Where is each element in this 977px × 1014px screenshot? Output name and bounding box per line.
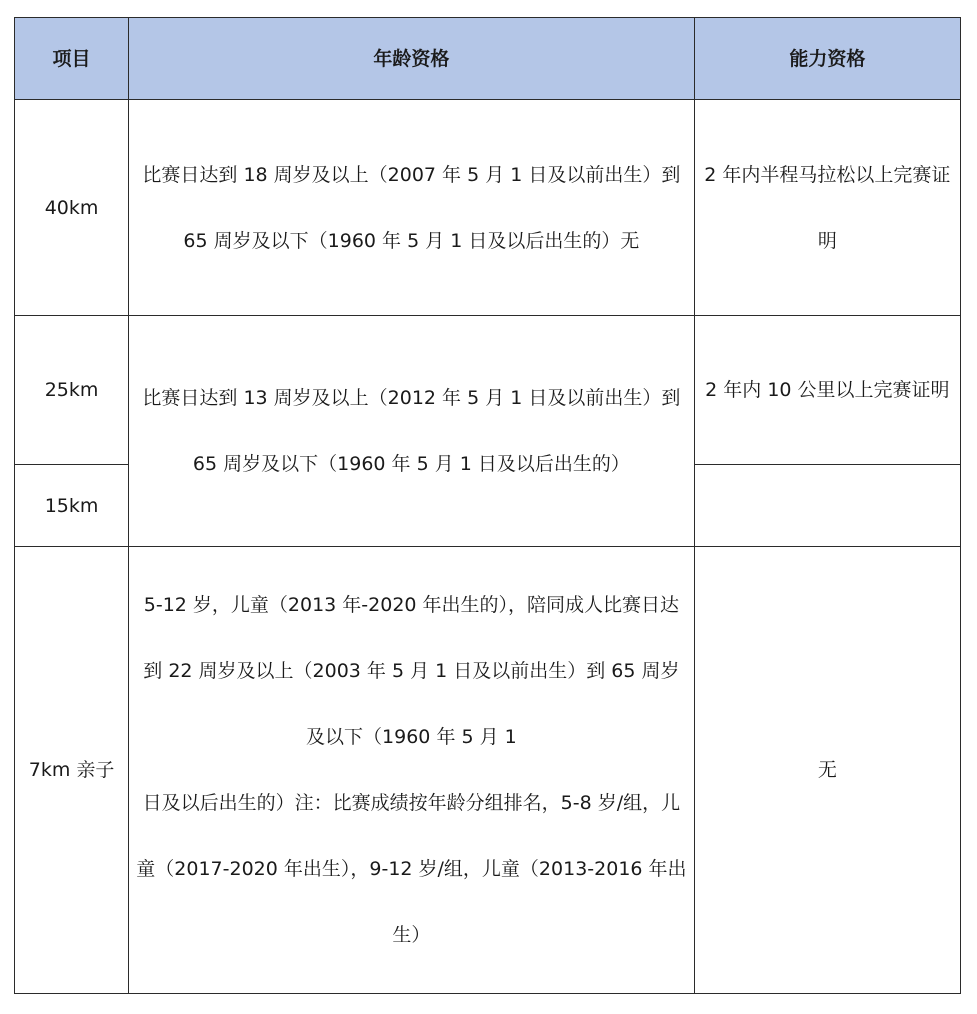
ability-cell: 2 年内半程马拉松以上完赛证明 xyxy=(694,100,960,316)
eligibility-table xyxy=(14,17,961,994)
item-cell: 15km xyxy=(15,465,129,547)
table-row xyxy=(15,547,961,994)
ability-cell xyxy=(694,465,960,547)
header-age: 年龄资格 xyxy=(129,18,695,100)
table-row xyxy=(15,100,961,316)
item-cell: 7km 亲子 xyxy=(15,547,129,994)
item-cell: 25km xyxy=(15,316,129,465)
age-cell-merged: 比赛日达到 13 周岁及以上（2012 年 5 月 1 日及以前出生）到 65 周岁及以下（1960 年 5 月 1 日及以后出生的） xyxy=(129,316,695,547)
age-cell: 比赛日达到 18 周岁及以上（2007 年 5 月 1 日及以前出生）到 65 周岁及以下（1960 年 5 月 1 日及以后出生的）无 xyxy=(129,100,695,316)
ability-cell: 无 xyxy=(694,547,960,994)
age-cell xyxy=(129,547,695,994)
age-text-part1: 5-12 岁，儿童（2013 年-2020 年出生的），陪同成人比赛日达到 22 周岁及以上（2003 年 5 月 1 日及以前出生）到 65 周岁及以下（1960 年 5 月 1 xyxy=(143,594,680,748)
item-cell: 40km xyxy=(15,100,129,316)
header-row xyxy=(15,18,961,100)
eligibility-table-container xyxy=(14,17,961,998)
age-text-part2: 日及以后出生的）注：比赛成绩按年龄分组排名，5-8 岁/组，儿童（2017-2020 年出生），9-12 岁/组，儿童（2013-2016 年出生） xyxy=(136,792,687,946)
header-ability: 能力资格 xyxy=(694,18,960,100)
table-row xyxy=(15,316,961,465)
ability-cell: 2 年内 10 公里以上完赛证明 xyxy=(694,316,960,465)
header-item: 项目 xyxy=(15,18,129,100)
